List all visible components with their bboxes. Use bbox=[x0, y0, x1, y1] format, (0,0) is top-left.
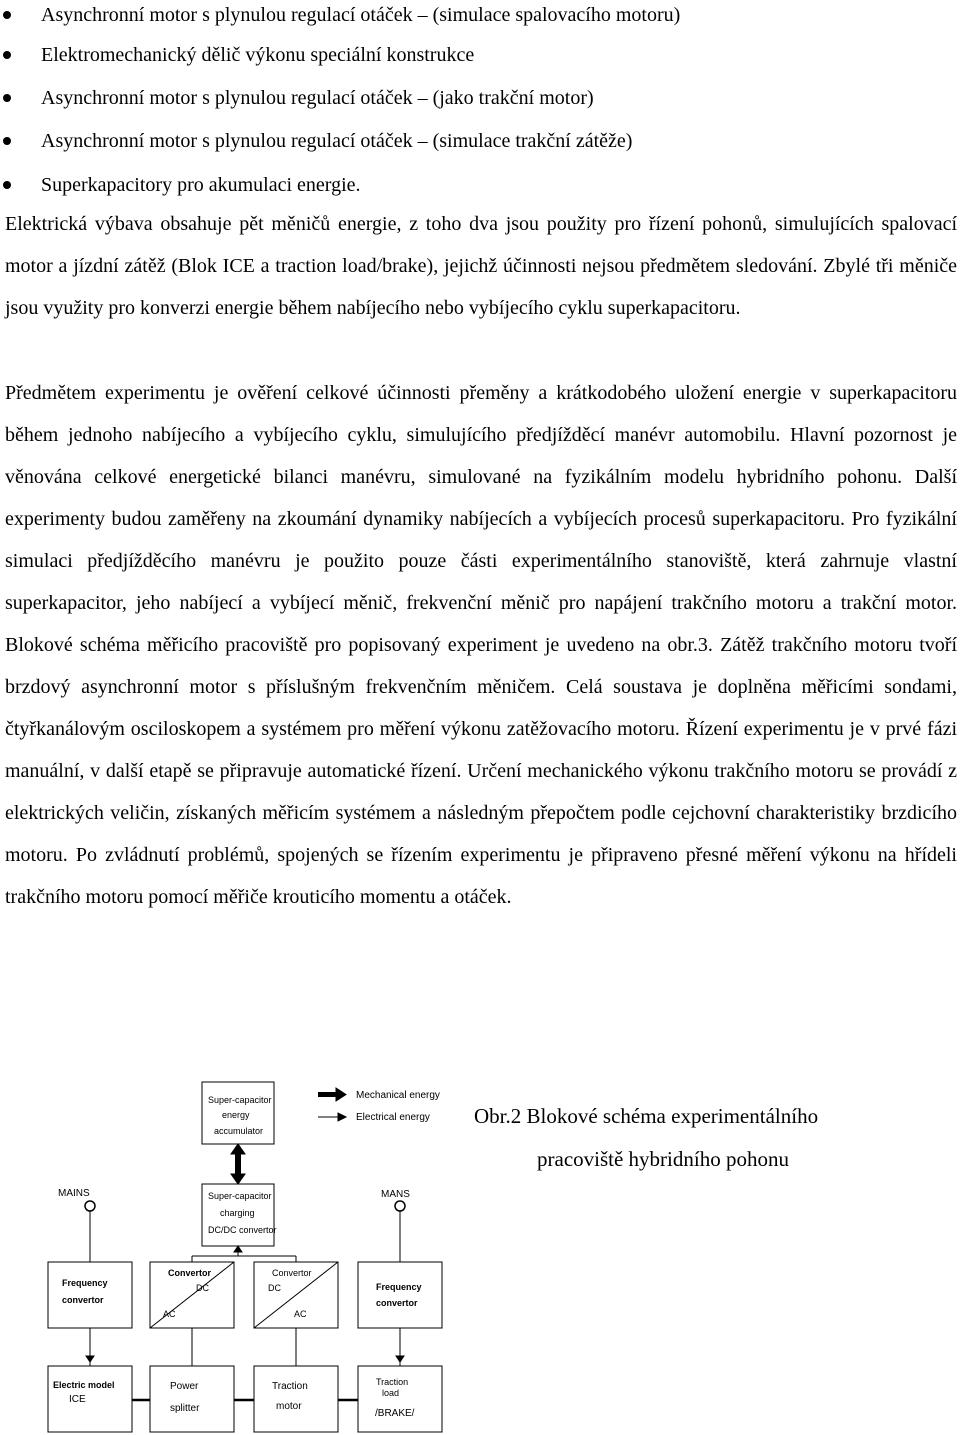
load-label-1: Traction bbox=[376, 1377, 409, 1387]
conv2-ac: AC bbox=[294, 1309, 307, 1319]
conv2-title: Convertor bbox=[272, 1268, 312, 1278]
ice-label-2: ICE bbox=[69, 1394, 86, 1405]
bullet-text: Asynchronní motor s plynulou regulací otáček – (jako trakční motor) bbox=[41, 87, 594, 109]
motor-box bbox=[254, 1366, 338, 1432]
storage-label-3: accumulator bbox=[214, 1126, 264, 1136]
bullet-item bbox=[0, 83, 940, 113]
splitter-box bbox=[150, 1366, 234, 1432]
bullet-icon bbox=[3, 51, 11, 59]
freq-right-label-2: convertor bbox=[376, 1298, 418, 1308]
charger-label-3: DC/DC convertor bbox=[208, 1225, 277, 1235]
ice-label-1: Electric model bbox=[53, 1380, 115, 1390]
load-box bbox=[358, 1366, 442, 1432]
freq-right-label-1: Frequency bbox=[376, 1282, 422, 1292]
bullet-icon bbox=[3, 94, 11, 102]
motor-label-2: motor bbox=[276, 1401, 302, 1412]
storage-label-1: Super-capacitor bbox=[208, 1095, 272, 1105]
mains-right-label: MANS bbox=[381, 1189, 410, 1200]
block-diagram bbox=[0, 1060, 960, 1435]
legend-mechanical: Mechanical energy bbox=[356, 1090, 440, 1101]
freq-left-label-1: Frequency bbox=[62, 1278, 108, 1288]
figure-caption-line-1: Obr.2 Blokové schéma experimentálního bbox=[474, 1104, 819, 1128]
splitter-label-1: Power bbox=[170, 1381, 199, 1392]
load-label-3: /BRAKE/ bbox=[375, 1408, 415, 1419]
figure-caption-line-2: pracoviště hybridního pohonu bbox=[537, 1147, 789, 1171]
bullet-icon bbox=[3, 137, 11, 145]
bullet-icon bbox=[3, 181, 11, 189]
conv1-ac: AC bbox=[163, 1309, 176, 1319]
mains-left-label: MAINS bbox=[58, 1188, 90, 1199]
splitter-label-2: splitter bbox=[170, 1403, 200, 1414]
conv2-dc: DC bbox=[268, 1283, 281, 1293]
charger-label-2: charging bbox=[220, 1208, 255, 1218]
motor-label-1: Traction bbox=[272, 1381, 308, 1392]
bullet-item bbox=[0, 170, 940, 200]
bullet-text: Elektromechanický dělič výkonu speciální konstrukce bbox=[41, 44, 475, 66]
bullet-text: Superkapacitory pro akumulaci energie. bbox=[41, 174, 361, 196]
charger-label-1: Super-capacitor bbox=[208, 1191, 272, 1201]
freq-right-box bbox=[358, 1262, 442, 1328]
bullet-text: Asynchronní motor s plynulou regulací otáček – (simulace spalovacího motoru) bbox=[41, 4, 681, 26]
conv1-dc: DC bbox=[196, 1283, 209, 1293]
bullet-text: Asynchronní motor s plynulou regulací otáček – (simulace trakční zátěže) bbox=[41, 130, 633, 152]
legend-electrical: Electrical energy bbox=[356, 1112, 430, 1123]
paragraph-experiment: Předmětem experimentu je ověření celkové účinnosti přeměny a krátkodobého uložení energie v superkapacitoru během jednoho nabíjecího a vybíjecího cyklu, simulujícího předjížděcí manévr automobilu. Hlavní pozornost je věnována celkové energetické bilanci manévru, simulované na fyzikálním modelu hybridního pohonu. Další experimenty budou zaměřeny na zkoumání dynamiky nabíjecích a vybíjecích procesů superkapacitoru. Pro fyzikální simulaci předjížděcího manévru je použito pouze části experimentálního stanoviště, která zahrnuje vlastní superkapacitor, jeho nabíjecí a vybíjecí měnič, frekvenční měnič pro napájení trakčního motoru a trakční motor. Blokové schéma měřicího pracoviště pro popisovaný experiment je uvedeno na obr.3. Zátěž trakčního motoru tvoří brzdový asynchronní motor s příslušným frekvenčním měničem. Celá soustava je doplněna měřicími sondami, čtyřkanálovým osciloskopem a systémem pro měření výkonu zatěžovacího motoru. Řízení experimentu je v prvé fázi manuální, v další etapě se připravuje automatické řízení. Určení mechanického výkonu trakčního motoru se provádí z elektrických veličin, získaných měřicím systémem a následným přepočtem podle cejchovní charakteristiky brzdicího motoru. Po zvládnutí problémů, spojených se řízením experimentu je připraveno přesné měření výkonu na hřídeli trakčního motoru pomocí měřiče krouticího momentu a otáček. bbox=[5, 382, 957, 908]
storage-label-2: energy bbox=[222, 1110, 250, 1120]
conv1-title: Convertor bbox=[168, 1268, 212, 1278]
bullet-item bbox=[0, 40, 940, 70]
ice-box bbox=[48, 1366, 132, 1432]
bullet-item bbox=[0, 0, 940, 30]
load-label-2: load bbox=[382, 1388, 400, 1398]
bullet-item bbox=[0, 126, 940, 156]
freq-left-label-2: convertor bbox=[62, 1295, 104, 1305]
bullet-icon bbox=[3, 11, 11, 19]
paragraph-equipment: Elektrická výbava obsahuje pět měničů energie, z toho dva jsou použity pro řízení pohonů, simulujících spalovací motor a jízdní zátěž (Blok ICE a traction load/brake), jejichž účinnosti nejsou předmětem sledování. Zbylé tři měniče jsou využity pro konverzi energie během nabíjecího nebo vybíjecího cyklu superkapacitoru. bbox=[5, 213, 957, 319]
